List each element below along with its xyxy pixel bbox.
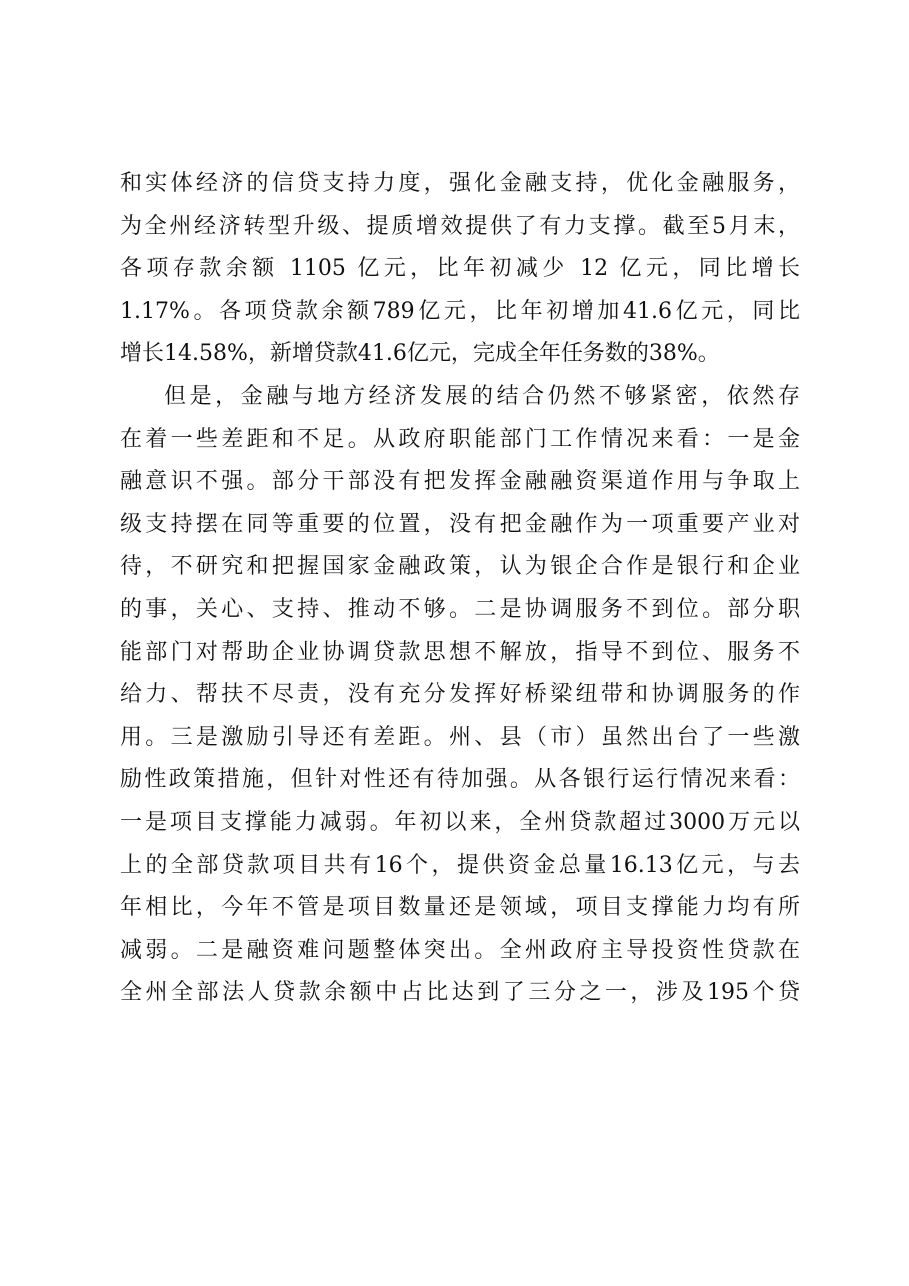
text-line: 的事，关心、支持、推动不够。二是协调服务不到位。部分职 (120, 596, 800, 622)
paragraph-1 (120, 163, 800, 376)
text-line: 用。三是激励引导还有差距。州、县（市）虽然出台了一些激 (120, 724, 800, 750)
text-line: 融意识不强。部分干部没有把发挥金融融资渠道作用与争取上 (120, 469, 800, 495)
text-line: 年相比，今年不管是项目数量还是领域，项目支撑能力均有所 (120, 895, 800, 921)
text-line: 能部门对帮助企业协调贷款思想不解放，指导不到位、服务不 (120, 639, 800, 665)
text-line: 和实体经济的信贷支持力度，强化金融支持，优化金融服务， (120, 171, 800, 196)
text-line: 一是项目支撑能力减弱。年初以来，全州贷款超过3000万元以 (120, 809, 800, 835)
text-line: 全州全部法人贷款余额中占比达到了三分之一，涉及195个贷 (120, 980, 800, 1006)
text-line: 为全州经济转型升级、提质增效提供了有力支撑。截至5月末， (120, 213, 800, 239)
text-line: 1.17%。各项贷款余额789亿元，比年初增加41.6亿元，同比 (120, 298, 800, 324)
text-line: 待，不研究和把握国家金融政策，认为银企合作是银行和企业 (120, 554, 800, 580)
text-line: 给力、帮扶不尽责，没有充分发挥好桥梁纽带和协调服务的作 (120, 682, 800, 708)
text-line: 减弱。二是融资难问题整体突出。全州政府主导投资性贷款在 (120, 937, 800, 963)
text-line: 但是，金融与地方经济发展的结合仍然不够紧密，依然存 (164, 383, 800, 409)
paragraph-2 (120, 376, 800, 1015)
text-line: 上的全部贷款项目共有16个，提供资金总量16.13亿元，与去 (120, 852, 800, 878)
text-line: 在着一些差距和不足。从政府职能部门工作情况来看：一是金 (120, 426, 800, 452)
text-line: 励性政策措施，但针对性还有待加强。从各银行运行情况来看： (120, 767, 800, 793)
text-line: 级支持摆在同等重要的位置，没有把金融作为一项重要产业对 (120, 511, 800, 537)
text-line: 各项存款余额 1105 亿元，比年初减少 12 亿元，同比增长 (120, 256, 800, 282)
text-line: 增长14.58%，新增贷款41.6亿元，完成全年任务数的38%。 (120, 341, 720, 367)
body-text (120, 163, 800, 1015)
